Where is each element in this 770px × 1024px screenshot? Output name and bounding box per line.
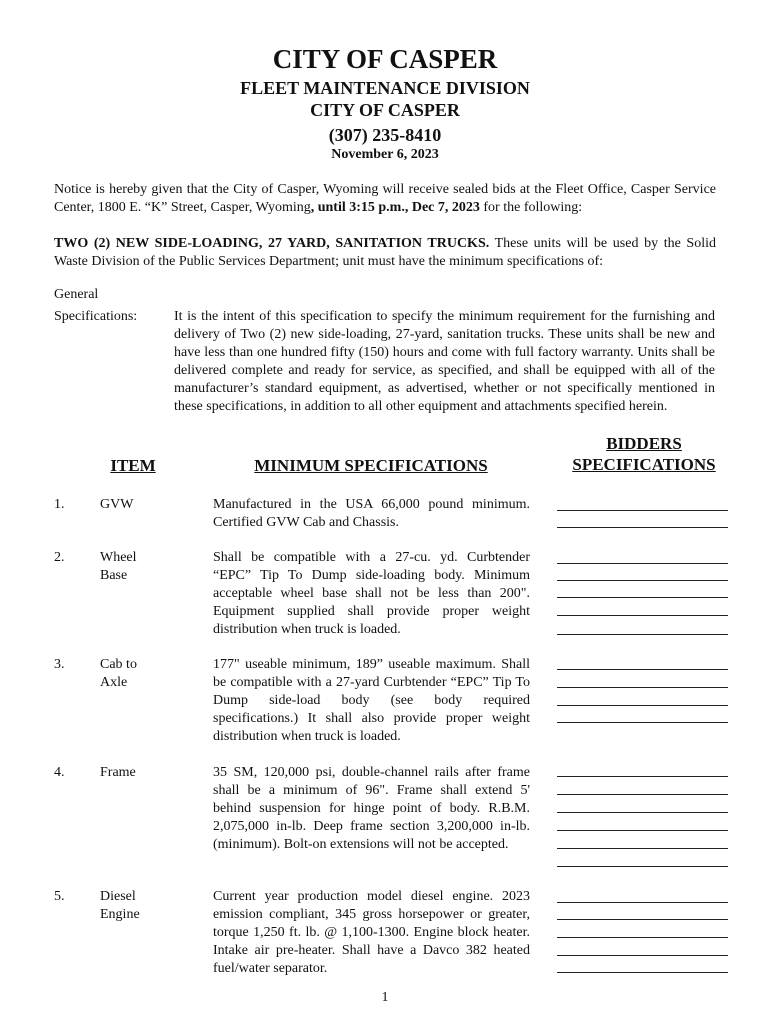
- bidder-entry-line[interactable]: [557, 794, 728, 795]
- truck-intro-text: These units will be used by the Solid Waste Division of the Public Services Department; unit must have the minimum specifications of:: [54, 236, 716, 269]
- bidder-entry-line[interactable]: [557, 634, 728, 635]
- bidder-entry-line[interactable]: [557, 597, 728, 598]
- bidder-entry-line[interactable]: [557, 937, 728, 938]
- bidder-entry-line[interactable]: [557, 527, 728, 528]
- row-number: 5.: [54, 889, 65, 904]
- document-date: November 6, 2023: [331, 147, 439, 162]
- division-title: FLEET MAINTENANCE DIVISION: [240, 78, 530, 98]
- truck-heading: TWO (2) NEW SIDE-LOADING, 27 YARD, SANITATION TRUCKS.: [54, 236, 490, 251]
- bidder-entry-line[interactable]: [557, 812, 728, 813]
- bidder-entry-line[interactable]: [557, 902, 728, 903]
- item-column-header: ITEM: [110, 456, 156, 475]
- bidders-header-line1: BIDDERS: [606, 434, 682, 453]
- row-spec: 35 SM, 120,000 psi, double-channel rails after frame shall be a minimum of 96". Frame shall extend 5' behind suspension for hinge point of body. R.B.M. 2,075,000 in-lb. Deep frame section 3,200,000 in-lb. (minimum). Bolt-on extensions will not be accepted.: [213, 765, 530, 852]
- city-subtitle: CITY OF CASPER: [310, 100, 460, 120]
- row-item: Diesel Engine: [100, 889, 140, 922]
- bidder-entry-line[interactable]: [557, 563, 728, 564]
- row-number: 4.: [54, 765, 65, 780]
- truck-intro: [54, 235, 716, 271]
- bidder-entry-line[interactable]: [557, 830, 728, 831]
- bidder-entry-line[interactable]: [557, 919, 728, 920]
- bidders-specs-column-header: [560, 433, 728, 475]
- notice-text: Notice is hereby given that the City of Casper, Wyoming will receive sealed bids at the Fleet Office, Casper Service Center, 1800 E. “K” Street, Casper, Wyoming: [54, 182, 716, 215]
- minimum-specs-column-header: MINIMUM SPECIFICATIONS: [254, 456, 488, 475]
- specifications-label: Specifications:: [54, 309, 138, 324]
- row-number: 2.: [54, 550, 65, 565]
- general-specifications-text: It is the intent of this specification to specify the minimum requirement for the furnishing and delivery of Two (2) new side-loading, 27-yard, sanitation trucks. These units shall be new and have less than one hundred fifty (150) hours and come with full factory warranty. Units shall be delivered complete and ready for service, as specified, and shall be equipped with all of the manufacturer’s standard equipment, as advertised, whether or not specifically mentioned in these specifications, in addition to all other equipment and attachments specified herein.: [174, 309, 715, 414]
- bidder-entry-line[interactable]: [557, 848, 728, 849]
- row-spec: Manufactured in the USA 66,000 pound minimum. Certified GVW Cab and Chassis.: [213, 497, 530, 530]
- bidder-entry-line[interactable]: [557, 705, 728, 706]
- row-item: Wheel Base: [100, 550, 137, 583]
- bid-notice: [54, 181, 716, 217]
- bidder-entry-line[interactable]: [557, 722, 728, 723]
- general-label: General: [54, 287, 99, 302]
- page-number: 1: [381, 990, 389, 1005]
- bidder-entry-line[interactable]: [557, 776, 728, 777]
- bidder-entry-line[interactable]: [557, 580, 728, 581]
- bidder-entry-line[interactable]: [557, 615, 728, 616]
- row-number: 3.: [54, 657, 65, 672]
- row-spec: Current year production model diesel engine. 2023 emission compliant, 345 gross horsepower or greater, torque 1,250 ft. lb. @ 1,100-1300. Engine block heater. Intake air pre-heater. Shall have a Davco 382 heated fuel/water separator.: [213, 889, 530, 976]
- row-item: GVW: [100, 497, 134, 512]
- bidder-entry-line[interactable]: [557, 510, 728, 511]
- row-item: Frame: [100, 765, 136, 780]
- row-spec: Shall be compatible with a 27-cu. yd. Curbtender “EPC” Tip To Dump side-loading body. Minimum acceptable wheel base shall not be less than 200". Equipment supplied shall provide proper weight distribution when truck is loaded.: [213, 550, 530, 637]
- row-number: 1.: [54, 497, 65, 512]
- bidder-entry-line[interactable]: [557, 866, 728, 867]
- phone-number: (307) 235-8410: [328, 125, 442, 145]
- bidder-entry-line[interactable]: [557, 687, 728, 688]
- bidders-header-line2: SPECIFICATIONS: [572, 455, 716, 474]
- notice-text-end: for the following:: [479, 200, 583, 215]
- bidder-entry-line[interactable]: [557, 955, 728, 956]
- row-item: Cab to Axle: [100, 657, 137, 690]
- bidder-entry-line[interactable]: [557, 972, 728, 973]
- row-spec: 177" useable minimum, 189” useable maximum. Shall be compatible with a 27-yard Curbtender “EPC” Tip To Dump side-load body (see body required specifications.) It shall also provide proper weight distribution when truck is loaded.: [213, 657, 530, 744]
- city-title: CITY OF CASPER: [272, 44, 498, 74]
- notice-deadline: , until 3:15 p.m., Dec 7, 2023: [310, 200, 480, 215]
- bidder-entry-line[interactable]: [557, 669, 728, 670]
